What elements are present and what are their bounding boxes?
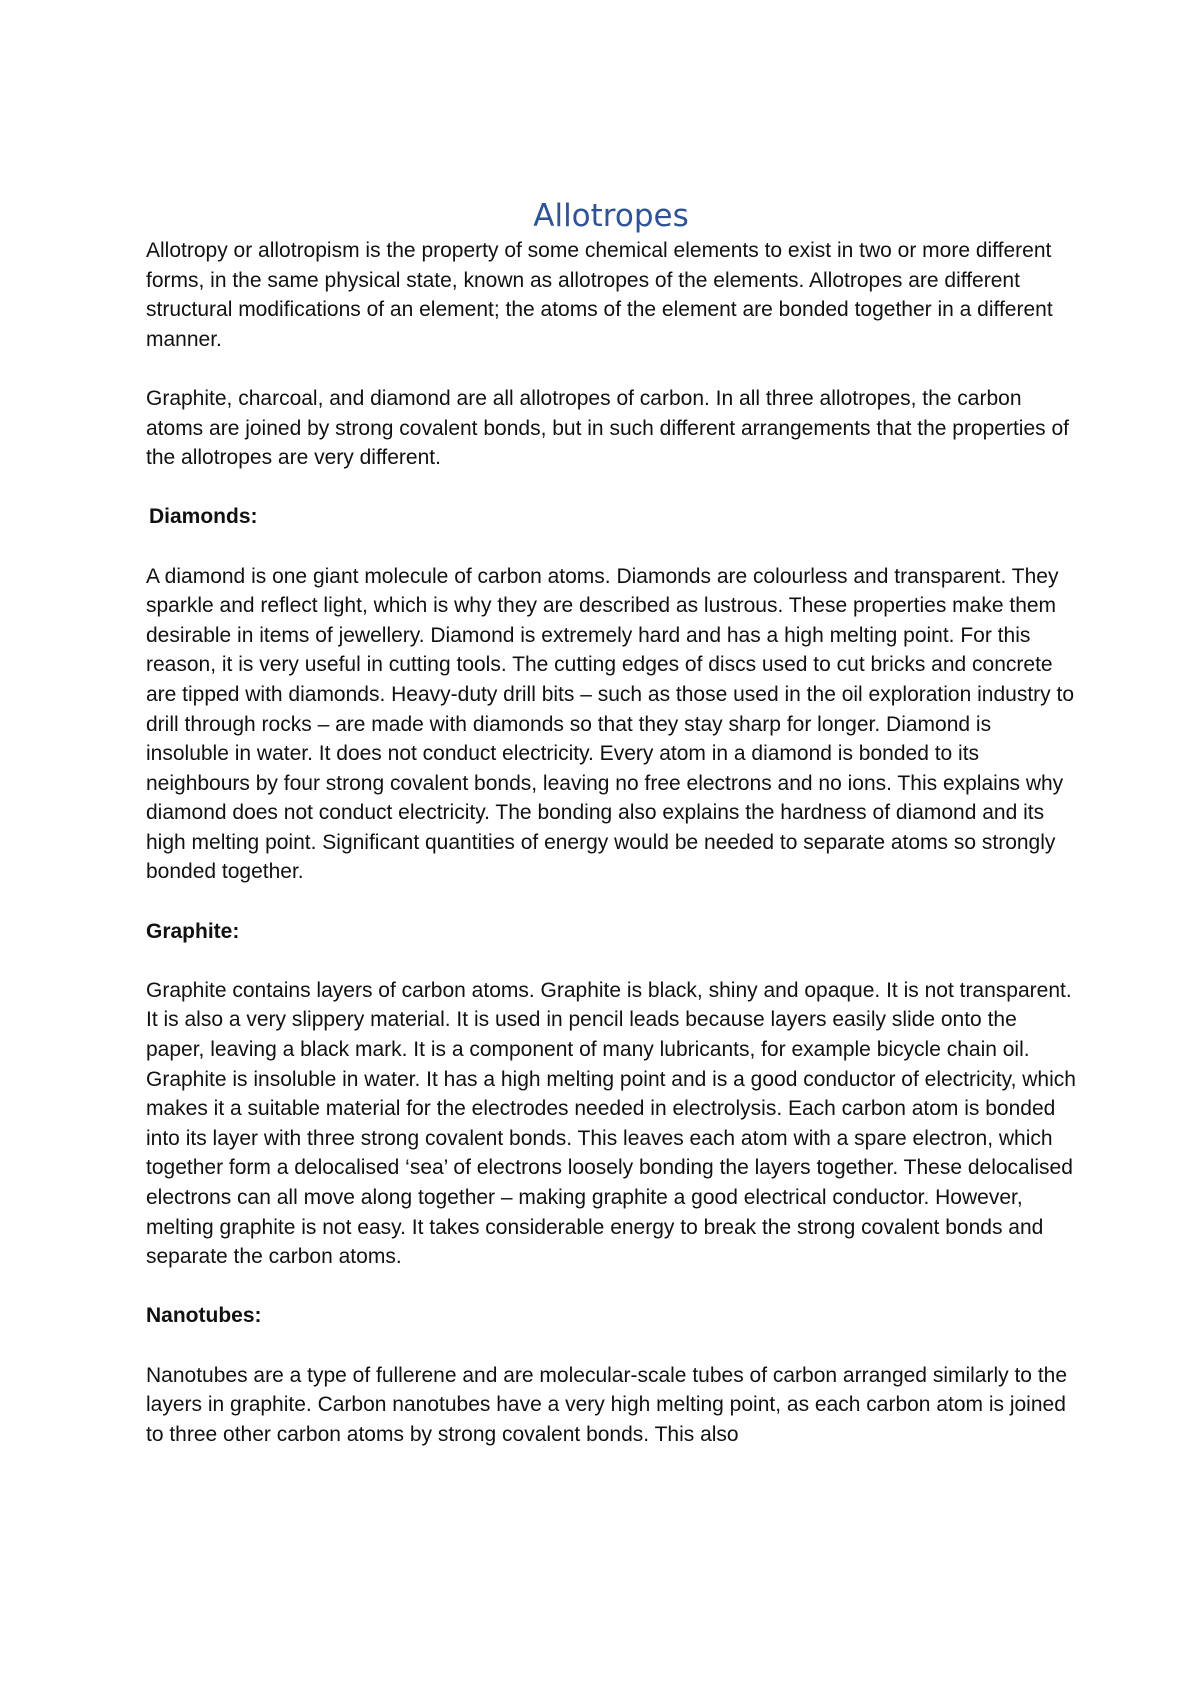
paragraph-spacer bbox=[146, 473, 1076, 503]
paragraph-spacer bbox=[146, 354, 1076, 384]
intro-paragraph: Allotropy or allotropism is the property of some chemical elements to exist in two or more different forms, in the same physical state, known as allotropes of the elements. Allotropes are different structural modifications of an element; the atoms of the element are bonded together in a different manner. bbox=[146, 239, 1053, 351]
paragraph-spacer bbox=[146, 532, 1076, 562]
section-body-graphite: Graphite contains layers of carbon atoms. Graphite is black, shiny and opaque. It is not transparent. It is also a very slippery material. It is used in pencil leads because layers easily slide onto the paper, leaving a black mark. It is a component of many lubricants, for example bicycle chain oil. Graphite is insoluble in water. It has a high melting point and is a good conductor of electricity, which makes it a suitable material for the electrodes needed in electrolysis. Each carbon atom is bonded into its layer with three strong covalent bonds. This leaves each atom with a spare electron, which together form a delocalised ‘sea’ of electrons loosely bonding the layers together. These delocalised electrons can all move along together – making graphite a good electrical conductor. However, melting graphite is not easy. It takes considerable energy to break the strong covalent bonds and separate the carbon atoms. bbox=[146, 978, 1076, 1269]
section-body-nanotubes: Nanotubes are a type of fullerene and are molecular-scale tubes of carbon arranged similarly to the layers in graphite. Carbon nanotubes have a very high melting point, as each carbon atom is joined to three other carbon atoms by strong covalent bonds. This also bbox=[146, 1363, 1068, 1446]
paragraph-spacer bbox=[146, 1331, 1076, 1361]
document-title: Allotropes bbox=[533, 198, 689, 234]
paragraph-spacer bbox=[146, 946, 1076, 976]
carbon-intro-paragraph: Graphite, charcoal, and diamond are all allotropes of carbon. In all three allotropes, the carbon atoms are joined by strong covalent bonds, but in such different arrangements that the properties of the allotropes are very different. bbox=[146, 386, 1069, 470]
section-heading-diamonds: Diamonds: bbox=[149, 505, 258, 529]
paragraph-spacer bbox=[146, 887, 1076, 917]
section-heading-nanotubes: Nanotubes: bbox=[146, 1304, 262, 1328]
document-page bbox=[146, 196, 1076, 1449]
section-heading-graphite: Graphite: bbox=[146, 919, 240, 943]
paragraph-spacer bbox=[146, 1272, 1076, 1302]
section-body-diamonds: A diamond is one giant molecule of carbon atoms. Diamonds are colourless and transparent. They sparkle and reflect light, which is why they are described as lustrous. These properties make them desirable in items of jewellery. Diamond is extremely hard and has a high melting point. For this reason, it is very useful in cutting tools. The cutting edges of discs used to cut bricks and concrete are tipped with diamonds. Heavy-duty drill bits – such as those used in the oil exploration industry to drill through rocks – are made with diamonds so that they stay sharp for longer. Diamond is insoluble in water. It does not conduct electricity. Every atom in a diamond is bonded to its neighbours by four strong covalent bonds, leaving no free electrons and no ions. This explains why diamond does not conduct electricity. The bonding also explains the hardness of diamond and its high melting point. Significant quantities of energy would be needed to separate atoms so strongly bonded together. bbox=[146, 564, 1074, 884]
